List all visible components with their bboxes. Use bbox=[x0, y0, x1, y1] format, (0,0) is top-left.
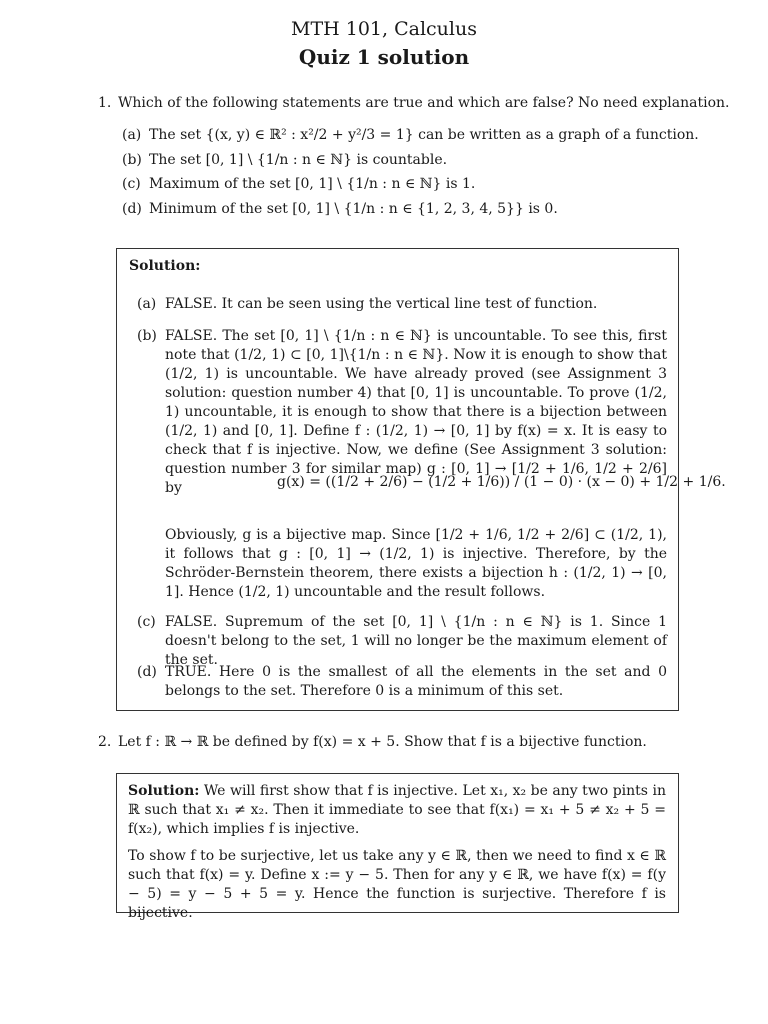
question-number: 1. bbox=[98, 95, 112, 111]
solution-text: To show f to be surjective, let us take any y ∈ ℝ, then we need to find x ∈ ℝ such that f(x) = y. Define x := y − 5. Then for any y ∈ ℝ, we have f(x) = f(y − 5) = y − 5 + 5 = y. Hence the function is surjective. Therefore f is bijective. bbox=[128, 848, 666, 921]
answer-c bbox=[137, 613, 667, 670]
answer-a bbox=[137, 295, 667, 314]
item-label: (b) bbox=[122, 151, 142, 168]
question-number: 2. bbox=[98, 734, 112, 750]
question-prompt: Which of the following statements are true and which are false? No need explanation. bbox=[118, 95, 730, 111]
answer-label: (a) bbox=[137, 296, 157, 312]
item-label: (d) bbox=[122, 200, 142, 217]
answer-b-continued bbox=[137, 526, 667, 602]
course-title: MTH 101, Calculus bbox=[291, 18, 477, 40]
math-formula: g(x) = ((1/2 + 2/6) − (1/2 + 1/6)) / (1 − 0) · (x − 0) + 1/2 + 1/6. bbox=[277, 474, 726, 490]
item-text: Minimum of the set [0, 1] \ {1/n : n ∈ {1, 2, 3, 4, 5}} is 0. bbox=[149, 200, 558, 217]
solution-paragraph bbox=[128, 782, 666, 839]
solution-heading: Solution: bbox=[128, 783, 200, 799]
answer-text: FALSE. The set [0, 1] \ {1/n : n ∈ ℕ} is uncountable. To see this, first note that (1/2, 1) ⊂ [0, 1]\{1/n : n ∈ ℕ}. Now it is enough to show that (1/2, 1) is uncountable. We have already proved (see Assignment 3 solution: question number 4) that [0, 1] is uncountable. To prove (1/2, 1) uncountable, it is enough to show that there is a bijection between (1/2, 1) and [0, 1]. Define f : (1/2, 1) → [0, 1] by f(x) = x. It is easy to check that f is injective. Now, we define (See Assignment 3 solution: question number 3 for similar map) g : [0, 1] → [1/2 + 1/6, 1/2 + 2/6] by bbox=[165, 328, 667, 496]
answer-label: (d) bbox=[137, 664, 157, 680]
solution-box-2 bbox=[116, 773, 679, 921]
document-title: Quiz 1 solution bbox=[298, 45, 470, 69]
question-prompt: Let f : ℝ → ℝ be defined by f(x) = x + 5. Show that f is a bijective function. bbox=[118, 734, 647, 750]
item-text: The set [0, 1] \ {1/n : n ∈ ℕ} is countable. bbox=[149, 151, 448, 168]
solution-text: We will first show that f is injective. Let x₁, x₂ be any two pints in ℝ such that x₁ ≠ x₂. Then it immediate to see that f(x₁) = x₁ + 5 ≠ x₂ + 5 = f(x₂), which implies f is injective. bbox=[128, 783, 666, 837]
solution-box-1 bbox=[116, 248, 726, 711]
answer-b bbox=[137, 327, 667, 498]
answer-label: (b) bbox=[137, 328, 157, 344]
answer-text: FALSE. Supremum of the set [0, 1] \ {1/n : n ∈ ℕ} is 1. Since 1 doesn't belong to the set, 1 will no longer be the maximum element of the set. bbox=[165, 614, 667, 668]
answer-text: TRUE. Here 0 is the smallest of all the elements in the set and 0 belongs to the set. Therefore 0 is a minimum of this set. bbox=[165, 664, 667, 699]
solution-heading: Solution: bbox=[129, 258, 201, 274]
item-text: The set {(x, y) ∈ ℝ² : x²/2 + y²/3 = 1} can be written as a graph of a function. bbox=[149, 127, 699, 143]
answer-text: Obviously, g is a bijective map. Since [1/2 + 1/6, 1/2 + 2/6] ⊂ (1/2, 1), it follows that g : [0, 1] → (1/2, 1) is injective. Therefore, by the Schröder-Bernstein theorem, there exists a bijection h : (1/2, 1) → [0, 1]. Hence (1/2, 1) uncountable and the result follows. bbox=[165, 527, 667, 600]
solution-paragraph bbox=[128, 847, 666, 923]
answer-text: FALSE. It can be seen using the vertical line test of function. bbox=[165, 296, 598, 312]
answer-d bbox=[137, 663, 667, 701]
item-text: Maximum of the set [0, 1] \ {1/n : n ∈ ℕ} is 1. bbox=[149, 176, 476, 192]
item-label: (a) bbox=[122, 127, 142, 143]
answer-label: (c) bbox=[137, 614, 156, 630]
item-label: (c) bbox=[122, 176, 141, 192]
